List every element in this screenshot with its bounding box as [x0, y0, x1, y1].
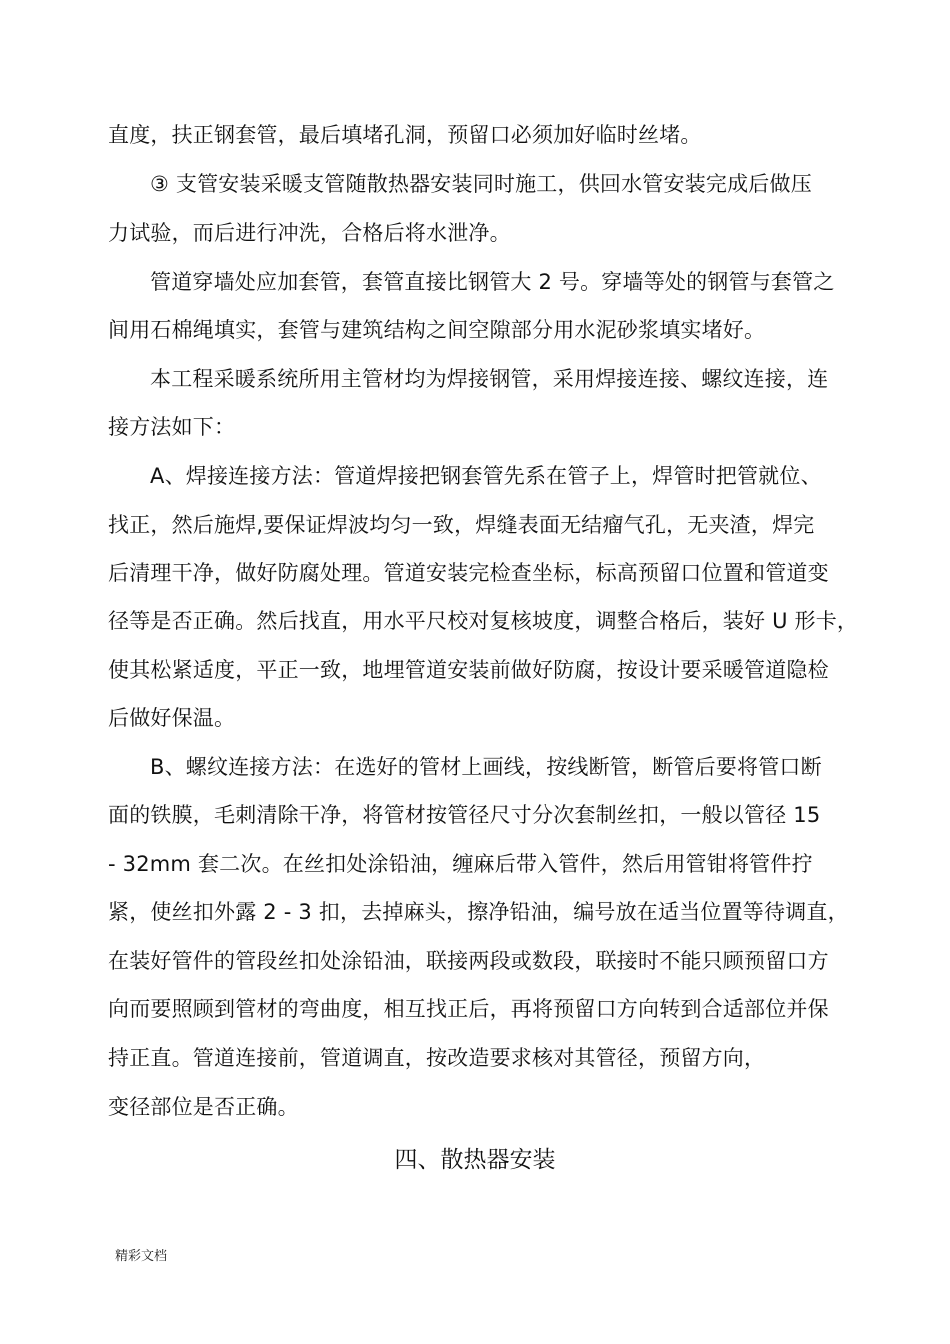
text-line-18: 在装好管件的管段丝扣处涂铅油，联接两段或数段，联接时不能只顾预留口方 [108, 949, 829, 973]
text-line-8: A、焊接连接方法：管道焊接把钢套管先系在管子上，焊管时把管就位、 [150, 464, 822, 488]
section-heading: 四、散热器安装 [394, 1147, 556, 1173]
page-footer: 精彩文档 [115, 1249, 168, 1264]
text-line-3: 力试验，而后进行冲洗，合格后将水泄净。 [108, 221, 511, 245]
text-line-15: 面的铁膜，毛刺清除干净，将管材按管径尺寸分次套制丝扣，一般以管径 15 [108, 803, 821, 827]
text-line-4: 管道穿墙处应加套管，套管直接比钢管大 2 号。穿墙等处的钢管与套管之 [150, 270, 835, 294]
text-line-19: 向而要照顾到管材的弯曲度，相互找正后，再将预留口方向转到合适部位并保 [108, 997, 829, 1021]
text-line-6: 本工程采暖系统所用主管材均为焊接钢管，采用焊接连接、螺纹连接，连 [150, 367, 829, 391]
text-line-20: 持正直。管道连接前，管道调直，按改造要求核对其管径，预留方向， [108, 1046, 766, 1070]
text-line-12: 使其松紧适度，平正一致，地埋管道安装前做好防腐，按设计要采暖管道隐检 [108, 658, 829, 682]
text-line-17: 紧，使丝扣外露 2 - 3 扣，去掉麻头，擦净铅油，编号放在适当位置等待调直， [108, 900, 849, 924]
text-line-11: 径等是否正确。然后找直，用水平尺校对复核坡度，调整合格后，装好 U 形卡， [108, 609, 859, 633]
text-line-5: 间用石棉绳填实，套管与建筑结构之间空隙部分用水泥砂浆填实堵好。 [108, 318, 766, 342]
text-line-21: 变径部位是否正确。 [108, 1095, 299, 1119]
text-line-7: 接方法如下： [108, 415, 236, 439]
text-line-1: 直度，扶正钢套管，最后填堵孔洞，预留口必须加好临时丝堵。 [108, 123, 702, 147]
text-line-2: ③ 支管安装采暖支管随散热器安装同时施工，供回水管安装完成后做压 [150, 172, 812, 196]
text-line-9: 找正，然后施焊,要保证焊波均匀一致，焊缝表面无结瘤气孔，无夹渣，焊完 [108, 513, 815, 537]
text-line-16: - 32mm 套二次。在丝扣处涂铅油，缠麻后带入管件，然后用管钳将管件拧 [108, 852, 813, 876]
text-line-14: B、螺纹连接方法：在选好的管材上画线，按线断管，断管后要将管口断 [150, 755, 822, 779]
text-line-13: 后做好保温。 [108, 706, 236, 730]
text-line-10: 后清理干净，做好防腐处理。管道安装完检查坐标，标高预留口位置和管道变 [108, 561, 829, 585]
